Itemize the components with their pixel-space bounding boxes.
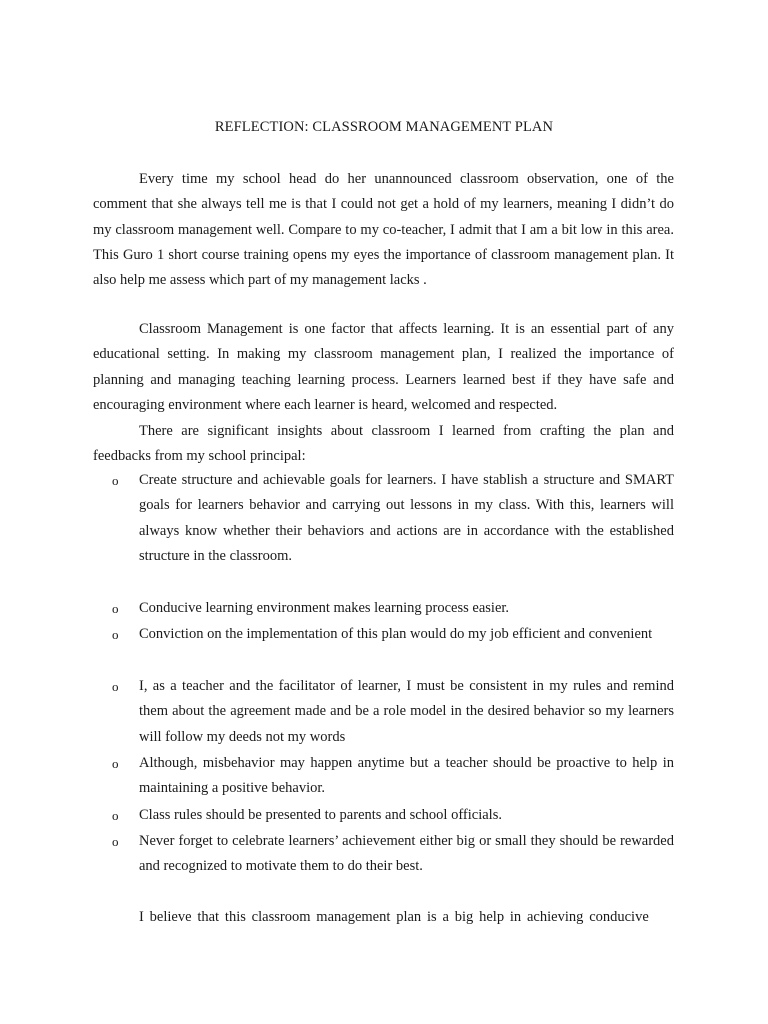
list-item-text: Conducive learning environment makes learning process easier.: [139, 600, 510, 616]
bullet-marker: o: [112, 679, 119, 694]
list-item: [112, 622, 674, 647]
list-item-text: Never forget to celebrate learners’ achievement either big or small they should be rewarded and recognized to motivate them to do their best.: [139, 833, 674, 875]
list-item-text: Conviction on the implementation of this plan would do my job efficient and convenient: [139, 626, 653, 642]
paragraph-observation: Every time my school head do her unannounced classroom observation, one of the comment that she always tell me is that I could not get a hold of my learners, meaning I didn’t do my classroom management well. Compare to my co-teacher, I admit that I am a bit low in this area. This Guro 1 short course training opens my eyes the importance of classroom management plan. It also help me assess which part of my management lacks .: [93, 171, 674, 289]
paragraph-classroom-management: Classroom Management is one factor that affects learning. It is an essential part of any educational setting. In making my classroom management plan, I realized the importance of planning and managing teaching learning process. Learners learned best if they have safe and encouraging environment where each learner is heard, welcomed and respected.: [93, 321, 674, 413]
list-item-text: I, as a teacher and the facilitator of learner, I must be consistent in my rules and remind them about the agreement made and be a role model in the desired behavior so my learners will follow my deeds not my words: [139, 678, 674, 745]
list-item: [112, 803, 674, 828]
list-item-text: Although, misbehavior may happen anytime but a teacher should be proactive to help in maintaining a positive behavior.: [139, 755, 674, 797]
bullet-marker: o: [112, 473, 119, 488]
list-item: [112, 829, 674, 880]
document-title: REFLECTION: CLASSROOM MANAGEMENT PLAN: [214, 119, 554, 135]
paragraph-conclusion: I believe that this classroom management plan is a big help in achieving conducive: [139, 909, 649, 925]
bullet-marker: o: [112, 601, 119, 616]
bullet-marker: o: [112, 834, 119, 849]
bullet-marker: o: [112, 808, 119, 823]
list-item: [112, 751, 674, 802]
bullet-marker: o: [112, 756, 119, 771]
list-item-text: Class rules should be presented to parents and school officials.: [139, 807, 502, 823]
bullet-marker: o: [112, 627, 119, 642]
list-item: [112, 674, 674, 750]
list-item-text: Create structure and achievable goals for learners. I have stablish a structure and SMART goals for learners behavior and carrying out lessons in my class. With this, learners will always know whether their behaviors and actions are in accordance with the established structure in the classroom.: [139, 472, 674, 564]
list-item: [112, 596, 674, 621]
list-item: [112, 468, 674, 569]
paragraph-insights-intro: There are significant insights about classroom I learned from crafting the plan and feedbacks from my school principal:: [93, 423, 674, 465]
